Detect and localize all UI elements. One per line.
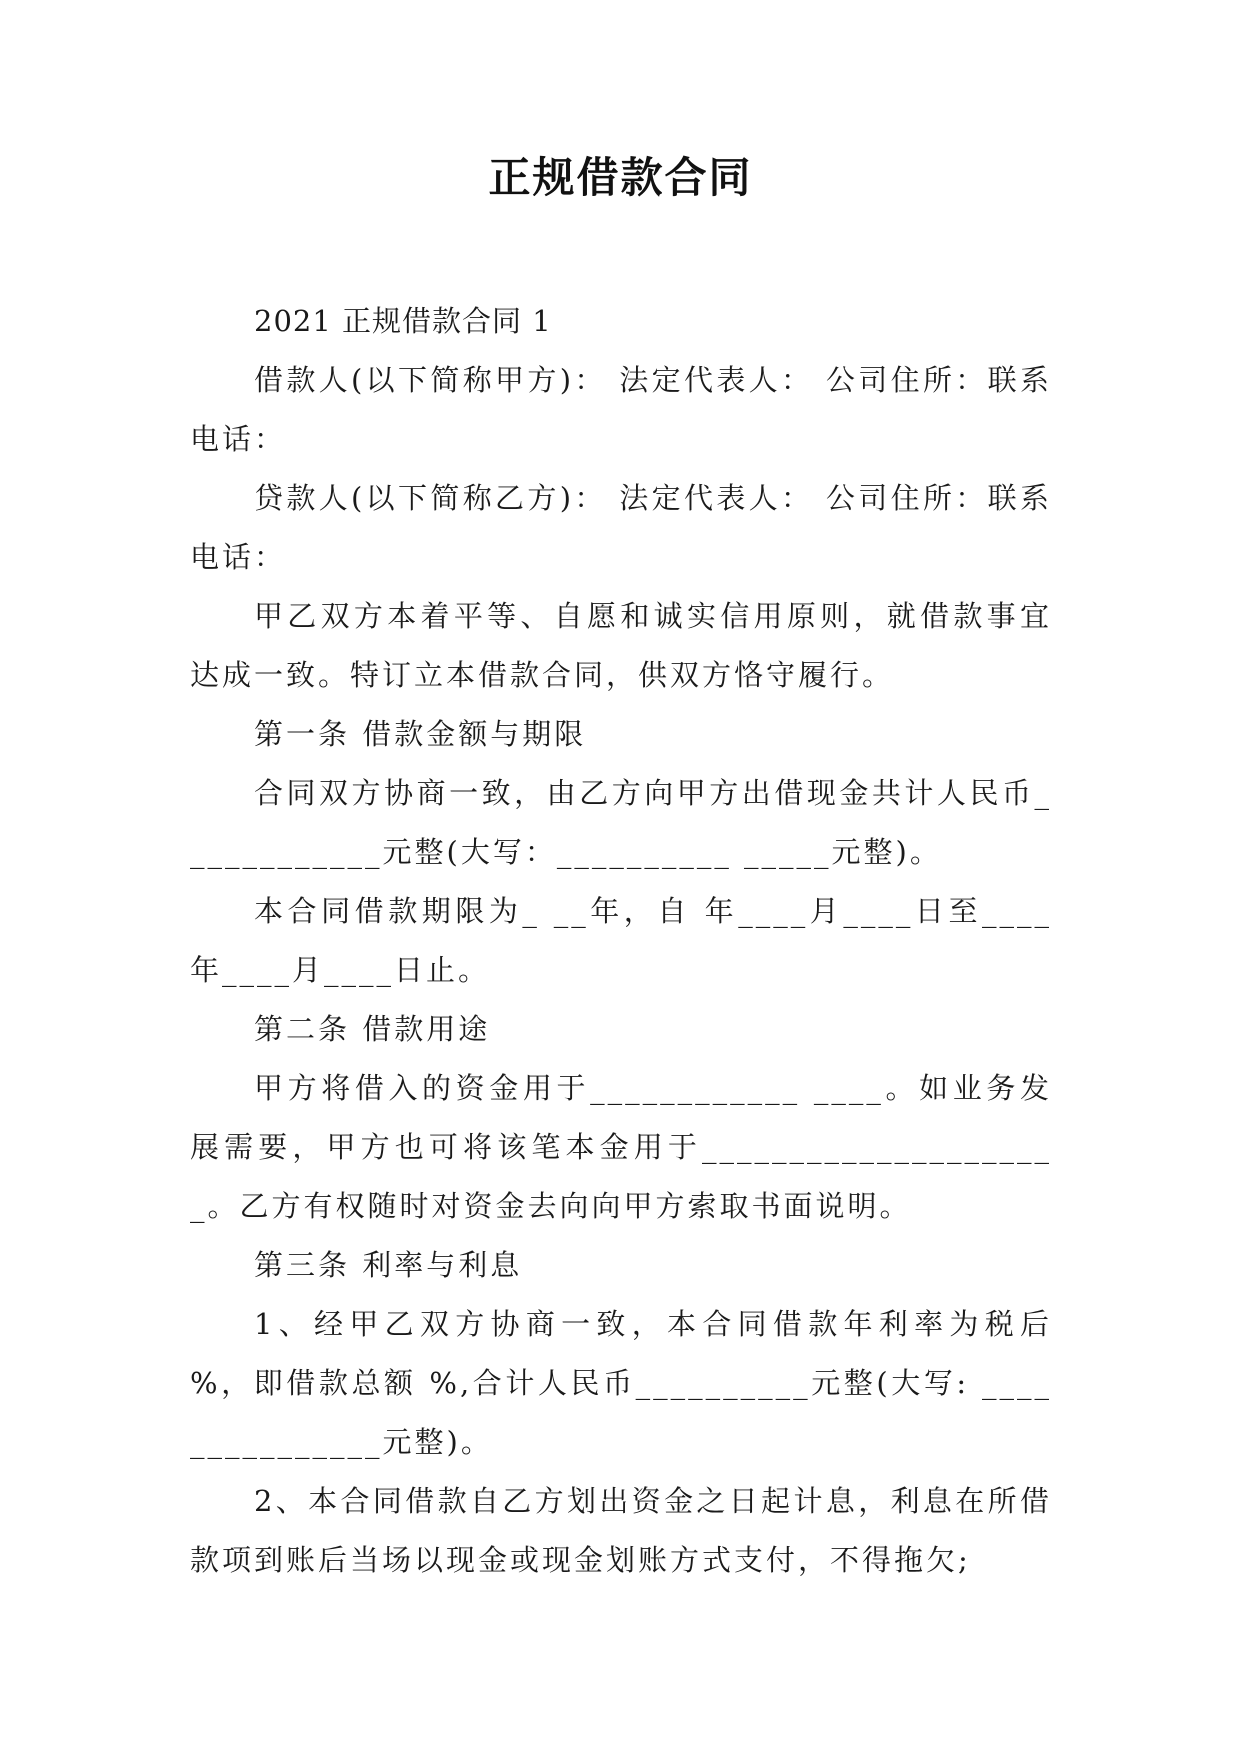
paragraph-loan-term: 本合同借款期限为_ __年，自 年____月____日至____年____月____日止。: [190, 894, 1052, 987]
document-body: [190, 292, 1052, 1590]
section-heading-article-3: 第三条 利率与利息: [254, 1248, 523, 1282]
paragraph-principles: 甲乙双方本着平等、自愿和诚实信用原则，就借款事宜达成一致。特订立本借款合同，供双方恪守履行。: [190, 599, 1052, 692]
section-heading-article-2: 第二条 借款用途: [254, 1012, 491, 1046]
paragraph-loan-purpose: 甲方将借入的资金用于____________ ____。如业务发展需要，甲方也可将该笔本金用于_____________________。乙方有权随时对资金去向向甲方索取书面说明。: [190, 1071, 1052, 1223]
paragraph-heading-2021: 2021 正规借款合同 1: [254, 304, 552, 338]
paragraph-interest-rate: 1、经甲乙双方协商一致，本合同借款年利率为税后 %，即借款总额 %,合计人民币__________元整(大写: _______________元整)。: [190, 1307, 1052, 1459]
paragraph-lender-info: 贷款人(以下简称乙方)： 法定代表人： 公司住所：联系电话：: [190, 481, 1052, 574]
section-heading-article-1: 第一条 借款金额与期限: [254, 717, 587, 751]
document-title: 正规借款合同: [488, 153, 753, 202]
paragraph-interest-payment: 2、本合同借款自乙方划出资金之日起计息，利息在所借款项到账后当场以现金或现金划账方式支付，不得拖欠;: [190, 1484, 1052, 1577]
paragraph-loan-amount: 合同双方协商一致，由乙方向甲方出借现金共计人民币____________元整(大写：__________ _____元整)。: [190, 776, 1052, 869]
paragraph-borrower-info: 借款人(以下简称甲方)： 法定代表人： 公司住所：联系电话：: [190, 363, 1052, 456]
